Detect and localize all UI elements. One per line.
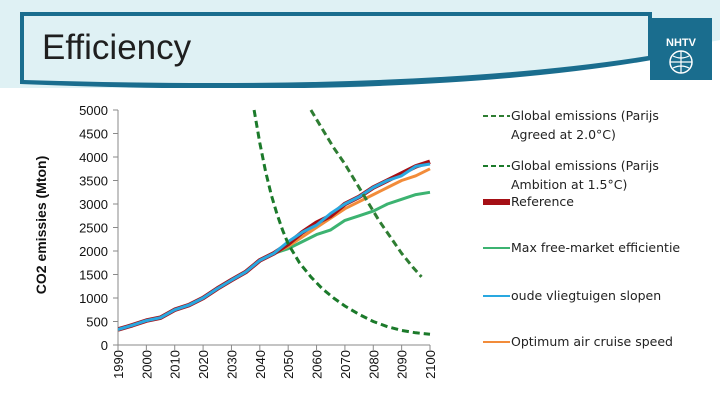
- y-tick-label: 3500: [79, 173, 108, 189]
- x-tick-label: 2010: [167, 350, 183, 379]
- y-tick-label: 1000: [79, 291, 108, 306]
- y-axis-label: CO2 emissies (Mton): [33, 155, 49, 295]
- slide-title: Efficiency: [42, 28, 192, 67]
- y-tick-label: 3000: [79, 197, 108, 212]
- legend-label-2: Reference: [511, 194, 574, 209]
- x-tick-label: 2100: [423, 350, 438, 379]
- x-tick-label: 2000: [139, 350, 155, 379]
- x-tick-label: 2060: [309, 350, 325, 379]
- x-tick-label: 2040: [252, 350, 268, 379]
- y-tick-label: 2000: [79, 244, 108, 259]
- chart-series: [118, 110, 430, 334]
- series-line-2: [118, 162, 430, 330]
- x-tick-label: 2080: [366, 350, 382, 379]
- series-line-3: [118, 192, 430, 329]
- y-tick-label: 4500: [79, 126, 108, 142]
- series-line-5: [118, 169, 430, 330]
- x-tick-label: 2030: [224, 350, 240, 379]
- x-tick-label: 2050: [281, 350, 297, 379]
- y-tick-label: 500: [86, 314, 108, 330]
- legend-label-0: Global emissions (Parijs Agreed at 2.0°C): [511, 108, 659, 142]
- y-tick-label: 5000: [79, 103, 108, 118]
- legend-label-1: Global emissions (Parijs Ambition at 1.5°C): [511, 158, 659, 192]
- x-tick-label: 1990: [111, 350, 126, 379]
- logo-text: NHTV: [666, 37, 696, 49]
- y-tick-label: 0: [100, 338, 108, 353]
- y-tick-label: 2500: [79, 220, 108, 236]
- x-tick-label: 2070: [337, 350, 353, 379]
- legend-label-4: oude vliegtuigen slopen: [511, 288, 662, 303]
- chart-axes: [79, 103, 438, 379]
- chart-legend: [483, 108, 680, 349]
- x-tick-label: 2020: [196, 350, 212, 379]
- legend-label-5: Optimum air cruise speed: [511, 334, 673, 349]
- x-tick-label: 2090: [394, 350, 410, 379]
- legend-label-3: Max free-market efficientie: [511, 240, 681, 255]
- y-tick-label: 1500: [79, 267, 108, 283]
- y-tick-label: 4000: [79, 150, 108, 165]
